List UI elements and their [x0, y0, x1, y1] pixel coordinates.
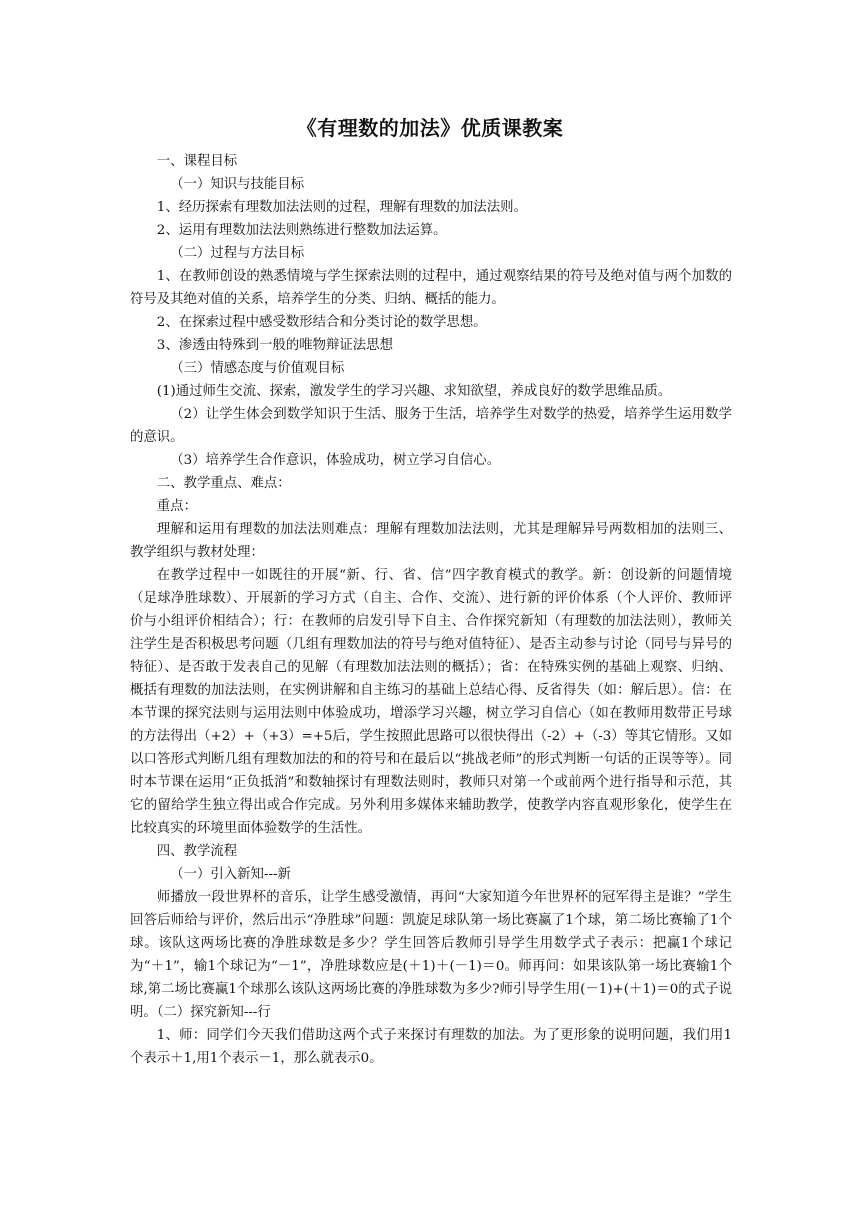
paragraph: 四、教学流程 [156, 844, 238, 859]
paragraph: （三）情感态度与价值观目标 [170, 361, 345, 376]
paragraph: 师播放一段世界杯的音乐，让学生感受激情，再问“大家知道今年世界杯的冠军得主是谁？”学生回答后师给与评价，然后出示“净胜球”问题：凯旋足球队第一场比赛赢了1个球，第二场比赛输了1个球。该队这两场比赛的净胜球数是多少？学生回答后教师引导学生用数学式子表示：把赢1个球记为“＋1”，输1个球记为“－1”，净胜球数应是(＋1)＋(－1)＝0。师再问：如果该队第一场比赛输1个球,第二场比赛赢1个球那么该队这两场比赛的净胜球数为多少?师引导学生用(－1)+(＋1)＝0的式子说明。（二）探究新知---行 [130, 890, 732, 1020]
paragraph: （一）知识与技能目标 [170, 177, 305, 192]
paragraph: (1)通过师生交流、探索，激发学生的学习兴趣、求知欲望，养成良好的数学思维品质。 [156, 384, 672, 399]
paragraph: 1、经历探索有理数加法法则的过程，理解有理数的加法法则。 [156, 200, 527, 215]
paragraph: （2）让学生体会到数学知识于生活、服务于生活，培养学生对数学的热爱，培养学生运用数学的意识。 [130, 407, 732, 445]
paragraph: 2、运用有理数加法法则熟练进行整数加法运算。 [156, 223, 447, 238]
document-body [130, 150, 732, 1070]
paragraph: 重点： [156, 499, 197, 514]
paragraph: 2、在探索过程中感受数形结合和分类讨论的数学思想。 [156, 315, 487, 330]
paragraph: 一、课程目标 [156, 154, 238, 169]
paragraph: 理解和运用有理数的加法法则难点：理解有理数加法法则，尤其是理解异号两数相加的法则三、教学组织与教材处理： [130, 522, 732, 560]
paragraph: 1、在教师创设的熟悉情境与学生探索法则的过程中，通过观察结果的符号及绝对值与两个加数的符号及其绝对值的关系，培养学生的分类、归纳、概括的能力。 [130, 269, 732, 307]
paragraph: （二）过程与方法目标 [170, 246, 305, 261]
paragraph: 3、渗透由特殊到一般的唯物辩证法思想 [156, 338, 393, 353]
paragraph: 在教学过程中一如既往的开展“新、行、省、信”四字教育模式的教学。新：创设新的问题情境（足球净胜球数）、开展新的学习方式（自主、合作、交流）、进行新的评价体系（个人评价、教师评价与小组评价相结合）；行：在教师的启发引导下自主、合作探究新知（有理数的加法法则），教师关注学生是否积极思考问题（几组有理数加法的符号与绝对值特征）、是否主动参与讨论（同号与异号的特征）、是否敢于发表自己的见解（有理数加法法则的概括）；省：在特殊实例的基础上观察、归纳、概括有理数的加法法则，在实例讲解和自主练习的基础上总结心得、反省得失（如：解后思）。信：在本节课的探究法则与运用法则中体验成功，增添学习兴趣，树立学习自信心（如在教师用数带正号球的方法得出（+2）+（+3）=+5后，学生按照此思路可以很快得出（-2）+（-3）等其它情形。又如以口答形式判断几组有理数加法的和的符号和在最后以“挑战老师”的形式判断一句话的正误等等）。同时本节课在运用“正负抵消”和数轴探讨有理数法则时，教师只对第一个或前两个进行指导和示范，其它的留给学生独立得出或合作完成。另外利用多媒体来辅助教学，使教学内容直观形象化，使学生在比较真实的环境里面体验数学的生活性。 [130, 568, 732, 836]
paragraph: 1、师：同学们今天我们借助这两个式子来探讨有理数的加法。为了更形象的说明问题，我们用1个表示＋1,用1个表示－1，那么就表示0。 [130, 1028, 732, 1066]
paragraph: （一）引入新知---新 [170, 867, 291, 882]
paragraph: （3）培养学生合作意识，体验成功，树立学习自信心。 [170, 453, 501, 468]
document-title: 《有理数的加法》优质课教案 [296, 116, 564, 140]
paragraph: 二、教学重点、难点： [156, 476, 291, 491]
